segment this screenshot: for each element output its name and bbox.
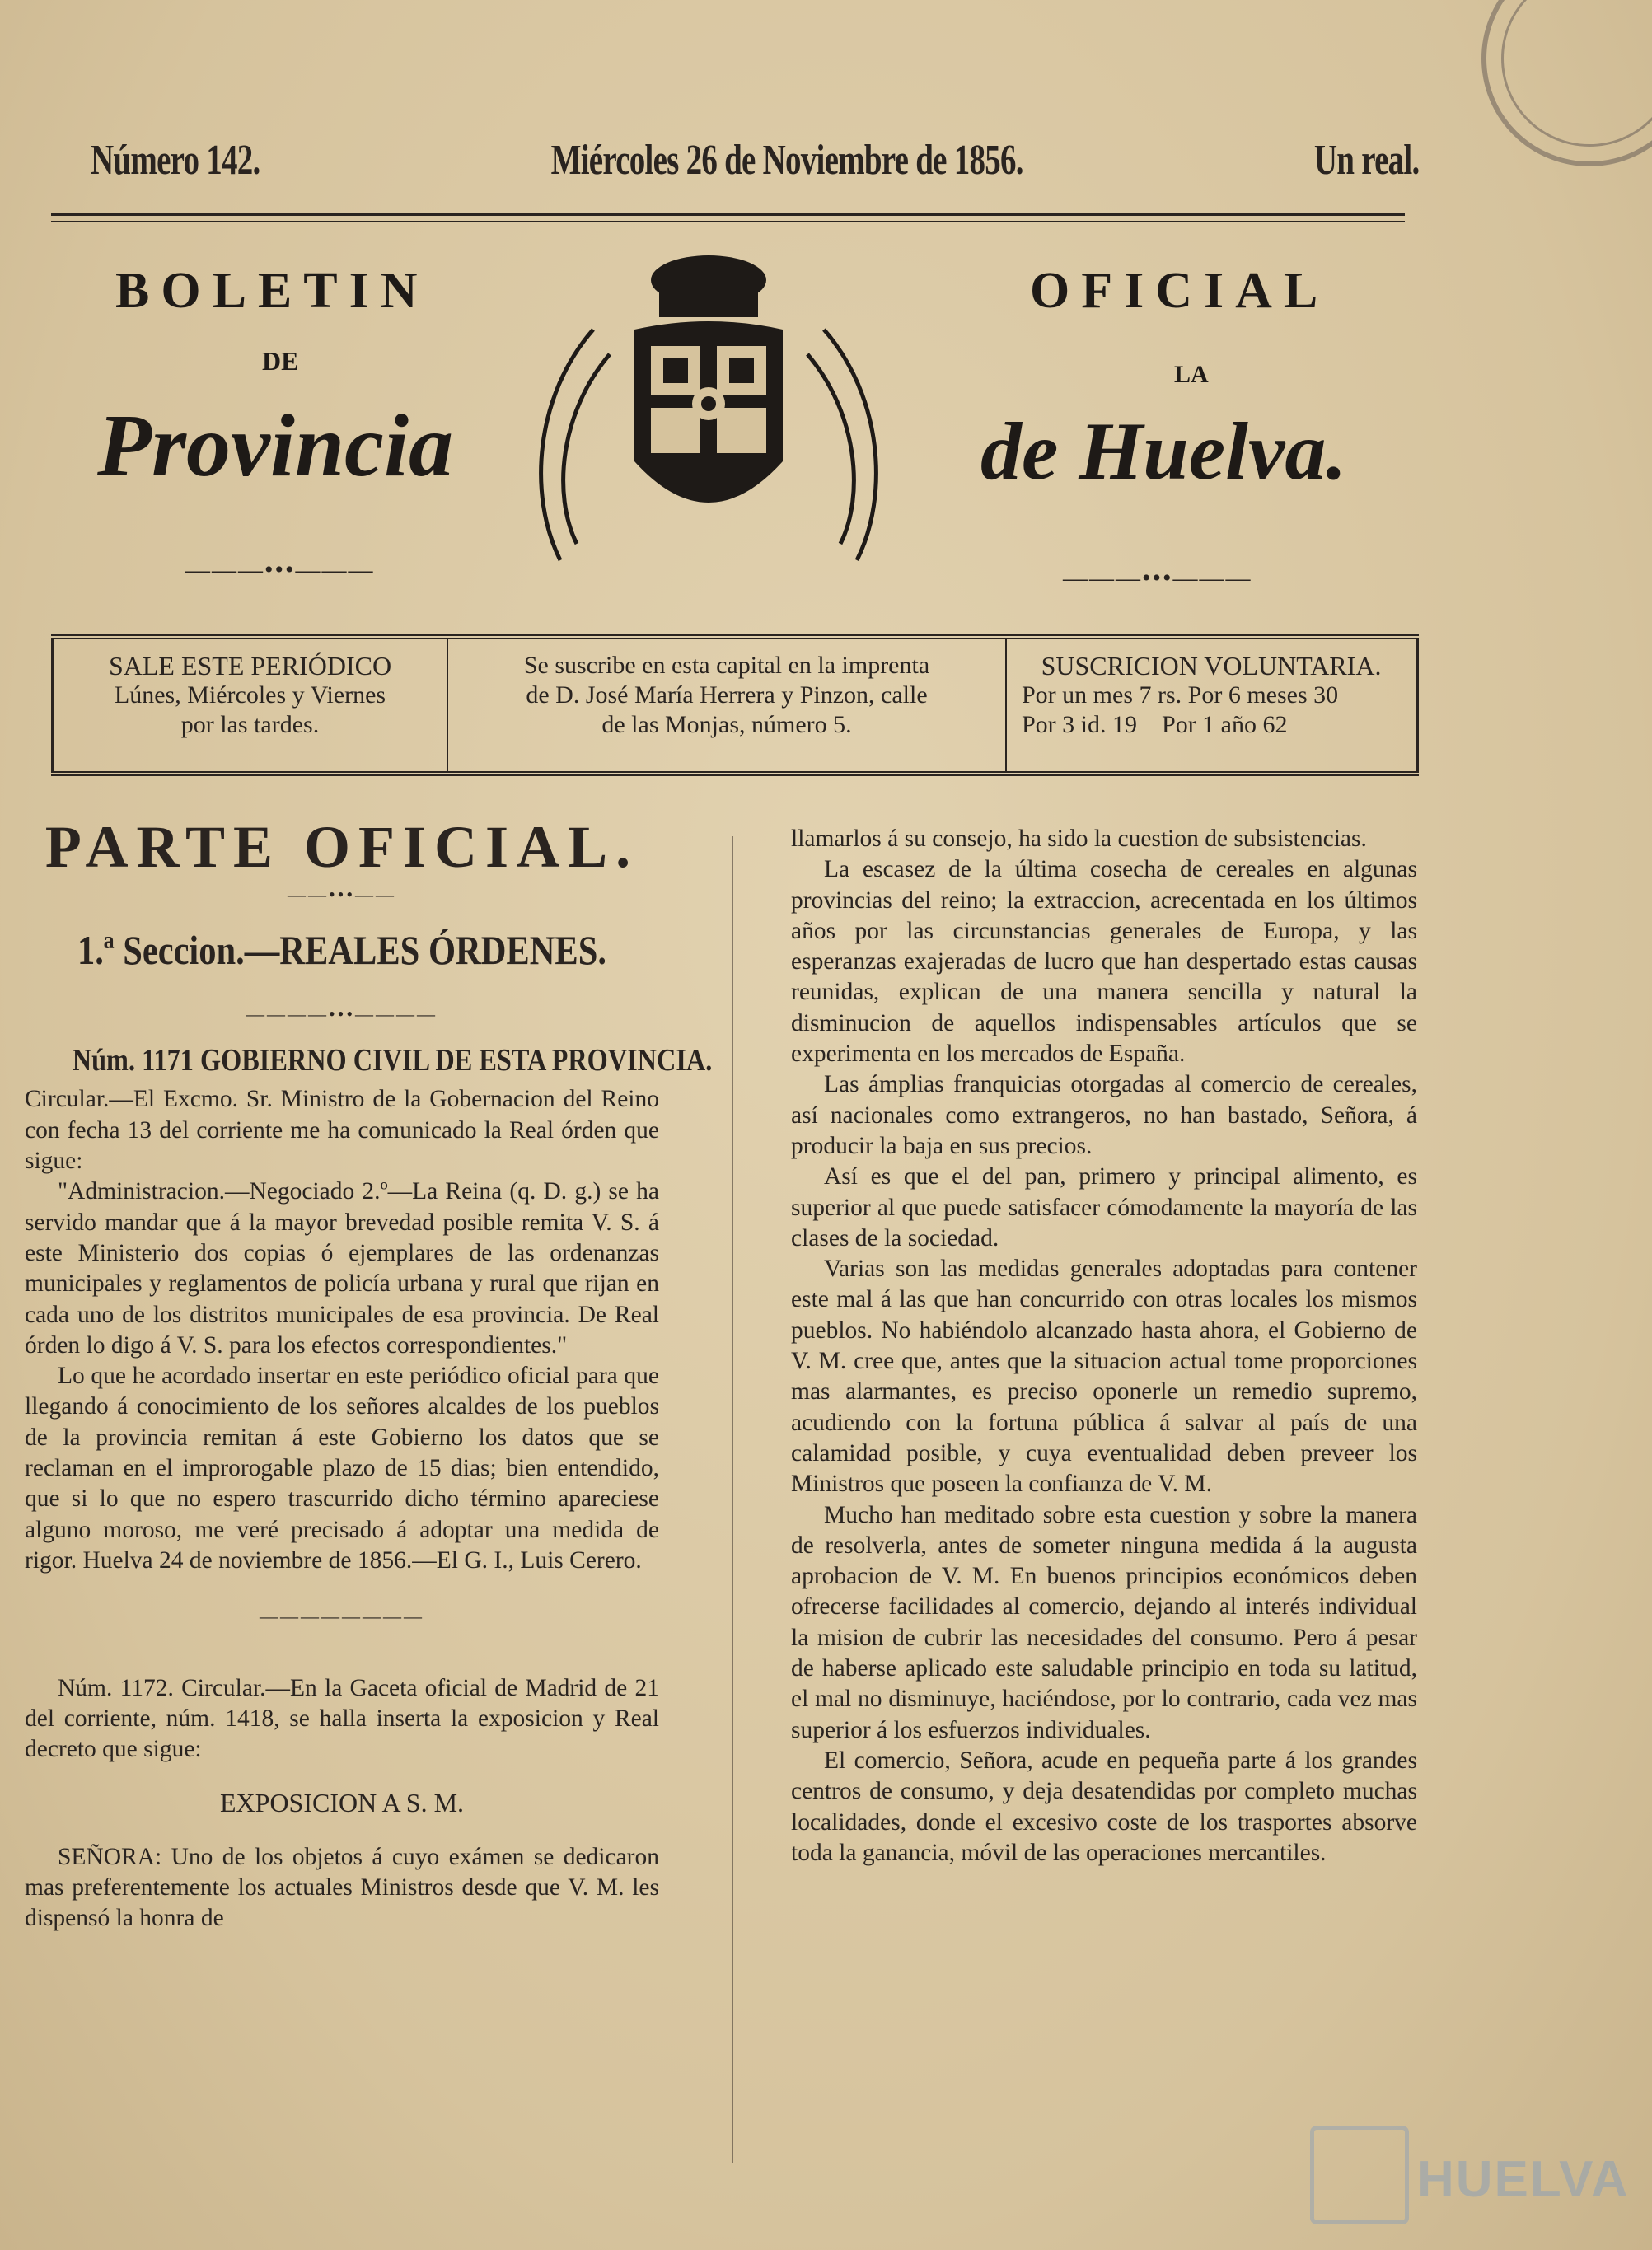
ornament-rule: ————•••———— bbox=[246, 1003, 438, 1024]
subscription-address bbox=[447, 639, 1007, 771]
paragraph: Núm. 1172. Circular.—En la Gaceta oficial de Madrid de 21 del corriente, núm. 1418, se halla inserta la exposicion y Real decreto que sigue: bbox=[25, 1674, 659, 1763]
masthead-boletin: BOLETIN bbox=[115, 263, 429, 319]
prices-title: SUSCRICION VOLUNTARIA. bbox=[1041, 651, 1382, 681]
subscription-prices bbox=[1007, 639, 1419, 771]
archive-logo-icon bbox=[1310, 2126, 1409, 2224]
paragraph: Varias son las medidas generales adoptadas para contener este mal á las que han concurrido con otras locales los mismos pueblos. No habiéndolo alcanzado hasta ahora, el Gobierno de V. M. cree que, antes que la situacion actual tome proporciones mas alarmantes, es preciso oponerle un remedio supremo, acudiendo con la fortuna pública á salvar al país de una calamidad posible, y cuya eventualidad deben preveer los Ministros que poseen la confianza de V. M. bbox=[791, 1256, 1417, 1498]
masthead-ornament-right: ———•••——— bbox=[1063, 564, 1252, 592]
paragraph: Las ámplias franquicias otorgadas al comercio de cereales, así nacionales como extrangeros, no han bastado, Señora, á producir la baja en sus precios. bbox=[791, 1071, 1417, 1159]
right-column bbox=[791, 824, 1417, 1869]
paragraph: El comercio, Señora, acude en pequeña parte á los grandes centros de consumo, y deja desatendidas por completo muchas localidades, donde el excesivo coste de los trasportes absorve toda la ganancia, móvil de las operaciones mercantiles. bbox=[791, 1747, 1417, 1866]
masthead-de: DE bbox=[262, 346, 299, 376]
subscription-box bbox=[51, 634, 1419, 776]
paragraph: La escasez de la última cosecha de cereales en algunas provincias del reino; la extraccion, acrecentada en los últimos años por las circunstancias generales de Europa, y las esperanzas exajeradas de lucro que han despertado estas causas reunidas, explican de una manera sencilla y natural la disminucion de aquellos indispensables artículos que se experimenta en los mercados de España. bbox=[791, 856, 1417, 1068]
paragraph: Lo que he acordado insertar en este periódico oficial para que llegando á conocimiento de los señores alcaldes de los pueblos de la provincia remitan á este Gobierno los datos que se reclaman en el improrogable plazo de 15 dias; bien entendido, que si lo que no espero trascurrido dicho término apareciese alguno moroso, me veré precisado á adoptar una medida de rigor. Huelva 24 de noviembre de 1856.—El G. I., Luis Cerero. bbox=[25, 1363, 659, 1574]
prices-line-1: Por un mes 7 rs. Por 6 meses 30 bbox=[1022, 681, 1339, 709]
paragraph: llamarlos á su consejo, ha sido la cuestion de subsistencias. bbox=[791, 826, 1367, 852]
section-heading-reales-ordenes: 1.ª Seccion.—REALES ÓRDENES. bbox=[77, 926, 607, 973]
header-line bbox=[91, 136, 1420, 185]
prices-line-2: Por 3 id. 19 Por 1 año 62 bbox=[1022, 711, 1288, 738]
schedule-time: por las tardes. bbox=[180, 711, 320, 738]
paragraph: "Administracion.—Negociado 2.º—La Reina (q. D. g.) se ha servido mandar que á la mayor brevedad posible remita V. S. á este Ministerio dos copias ó ejemplares de las ordenanzas municipales y reglamentos de policía urbana y rural que rijan en cada uno de los distritos municipales de esa provincia. De Real órden lo digo á V. S. para los efectos correspondientes." bbox=[25, 1178, 659, 1359]
address-line-1: Se suscribe en esta capital en la imprenta bbox=[523, 652, 930, 679]
schedule-title: SALE ESTE PERIÓDICO bbox=[108, 651, 392, 681]
exposicion-heading: EXPOSICION A S. M. bbox=[219, 1788, 465, 1818]
issue-price: Un real. bbox=[1313, 137, 1420, 184]
separator-rule: ———————— bbox=[260, 1606, 424, 1627]
masthead-provincia: Provincia bbox=[97, 397, 453, 495]
library-stamp bbox=[1481, 0, 1652, 166]
masthead-oficial: OFICIAL bbox=[1030, 263, 1330, 319]
publication-schedule bbox=[51, 639, 447, 771]
issue-date: Miércoles 26 de Noviembre de 1856. bbox=[550, 137, 1023, 184]
paragraph: Mucho han meditado sobre esta cuestion y sobre la manera de resolverla, antes de someter ninguna medida á la augusta aprobacion de V. M. En buenos principios económicos deben ofrecerse facilidades al comercio, dejando al interés individual la mision de cubrir las necesidades del consumo. Pero á pesar de haberse aplicado este saludable principio en toda su latitud, el mal no disminuye, haciéndose, por lo contrario, cada vez mas superior á los esfuerzos individuales. bbox=[791, 1501, 1417, 1743]
section-heading-parte-oficial: PARTE OFICIAL. bbox=[44, 814, 639, 880]
left-column bbox=[25, 814, 713, 1934]
header-rule-bottom bbox=[51, 221, 1405, 222]
article-heading-1171: Núm. 1171 GOBIERNO CIVIL DE ESTA PROVINCIA. bbox=[72, 1043, 713, 1078]
schedule-days: Lúnes, Miércoles y Viernes bbox=[114, 681, 386, 709]
address-line-3: de las Monjas, número 5. bbox=[601, 711, 852, 738]
paragraph: Así es que el del pan, primero y principal alimento, es superior al que puede satisfacer cómodamente la mayoría de las clases de la sociedad. bbox=[791, 1163, 1417, 1251]
header-rule-top bbox=[51, 213, 1405, 216]
address-line-2: de D. José María Herrera y Pinzon, calle bbox=[526, 681, 928, 709]
masthead-la: LA bbox=[1174, 361, 1209, 388]
ornament-rule: ——•••—— bbox=[287, 884, 397, 905]
masthead-ornament-left: ———•••——— bbox=[185, 556, 375, 583]
column-divider bbox=[732, 836, 733, 2163]
paragraph: SEÑORA: Uno de los objetos á cuyo exámen se dedicaron mas preferentemente los actuales Ministros desde que V. M. les dispensó la honra de bbox=[25, 1843, 659, 1932]
paragraph: Circular.—El Excmo. Sr. Ministro de la Gobernacion del Reino con fecha 13 del corriente me ha comunicado la Real órden que sigue: bbox=[25, 1086, 659, 1175]
masthead-de-huelva: de Huelva. bbox=[980, 405, 1347, 497]
coat-of-arms-icon bbox=[511, 247, 906, 577]
issue-number: Número 142. bbox=[91, 137, 260, 184]
archive-watermark: HUELVA bbox=[1417, 2151, 1630, 2208]
